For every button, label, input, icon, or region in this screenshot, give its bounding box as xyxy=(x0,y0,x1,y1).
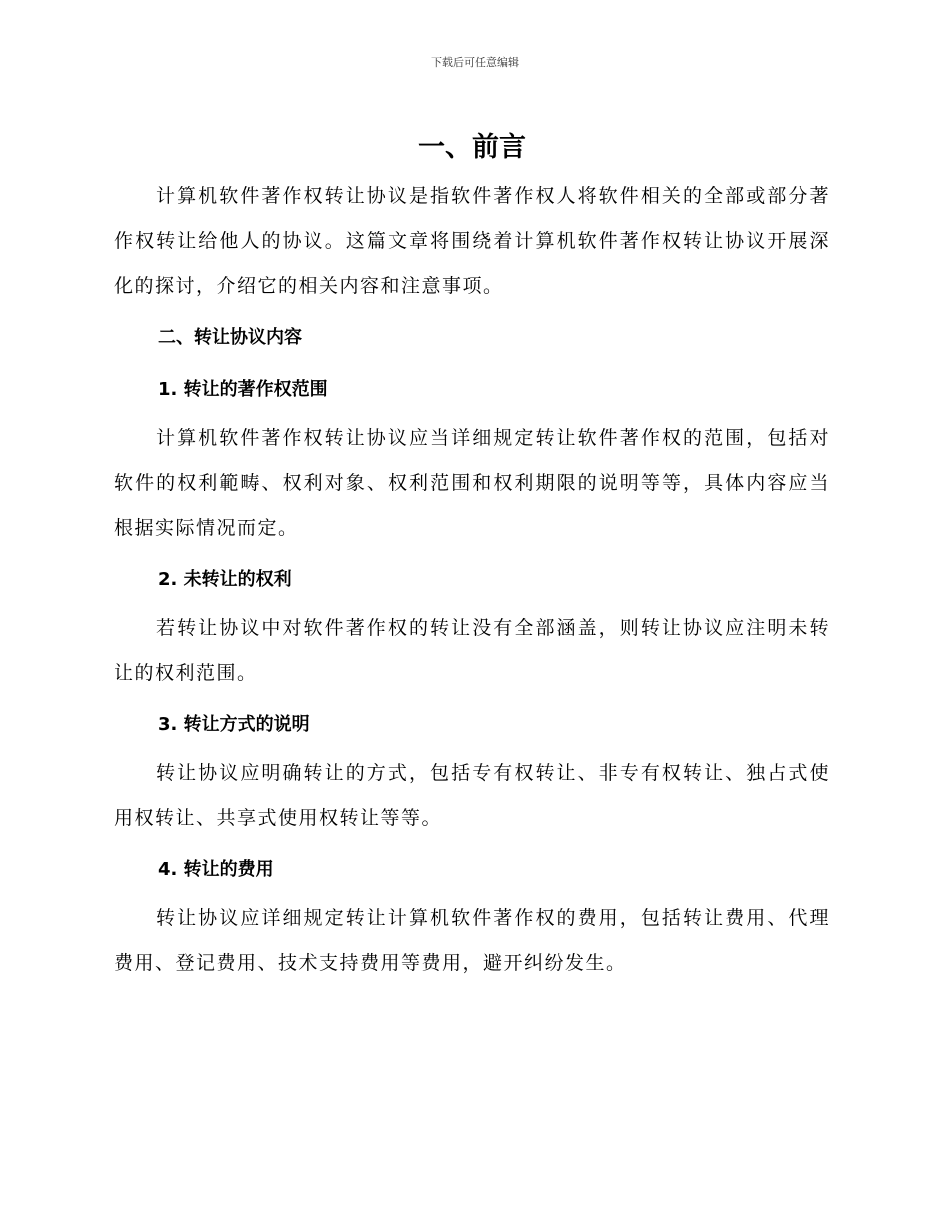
subsection-heading-3: 3. 转让方式的说明 xyxy=(158,714,310,735)
subsection-heading-2: 2. 未转让的权利 xyxy=(158,569,292,590)
subsection-paragraph-1: 计算机软件著作权转让协议应当详细规定转让软件著作权的范围，包括对软件的权利範畴、权利对象、权利范围和权利期限的说明等等，具体内容应当根据实际情况而定。 xyxy=(114,427,830,539)
subsection-paragraph-4: 转让协议应详细规定转让计算机软件著作权的费用，包括转让费用、代理费用、登记费用、技术支持费用等费用，避开纠纷发生。 xyxy=(114,907,830,974)
intro-paragraph: 计算机软件著作权转让协议是指软件著作权人将软件相关的全部或部分著作权转让给他人的协议。这篇文章将围绕着计算机软件著作权转让协议开展深化的探讨，介绍它的相关内容和注意事项。 xyxy=(114,185,830,297)
subsection-paragraph-2: 若转让协议中对软件著作权的转让没有全部涵盖，则转让协议应注明未转让的权利范围。 xyxy=(114,617,830,684)
document-title: 一、前言 xyxy=(418,132,526,163)
subsection-heading-1: 1. 转让的著作权范围 xyxy=(158,379,328,400)
document-body xyxy=(114,128,830,986)
subsection-heading-4: 4. 转让的费用 xyxy=(158,859,274,880)
subsection-paragraph-3: 转让协议应明确转让的方式，包括专有权转让、非专有权转让、独占式使用权转让、共享式使用权转让等等。 xyxy=(114,762,830,829)
section-heading: 二、转让协议内容 xyxy=(158,327,302,348)
page-header: 下载后可任意编辑 xyxy=(431,56,519,69)
